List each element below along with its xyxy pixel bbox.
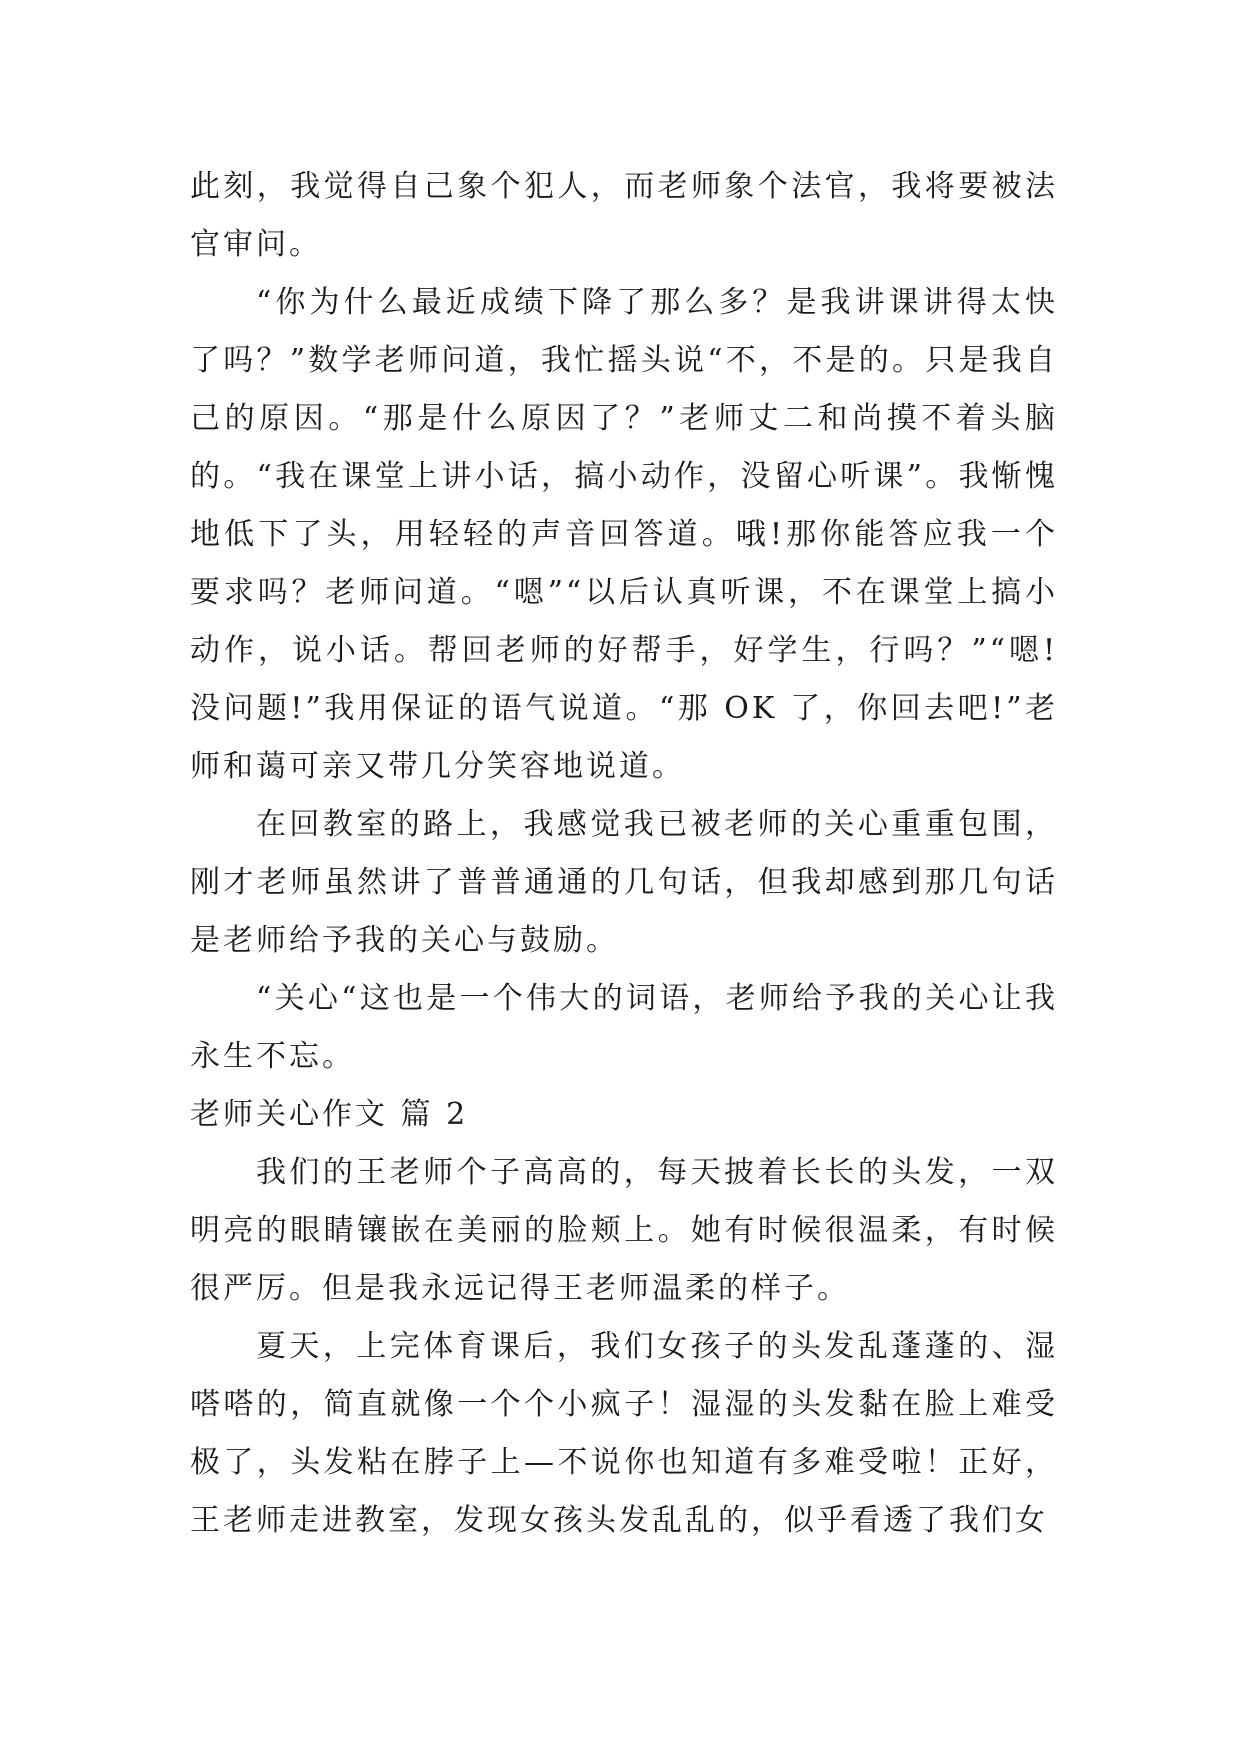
paragraph-5: 我们的王老师个子高高的，每天披着长长的头发，一双明亮的眼睛镶嵌在美丽的脸颊上。她有时候很温柔，有时候很严厉。但是我永远记得王老师温柔的样子。	[190, 1155, 1058, 1306]
paragraph-1: 此刻，我觉得自己象个犯人，而老师象个法官，我将要被法官审问。	[190, 169, 1058, 262]
paragraph-2: “你为什么最近成绩下降了那么多？是我讲课讲得太快了吗？”数学老师问道，我忙摇头说“不，不是的。只是我自己的原因。“那是什么原因了？”老师丈二和尚摸不着头脑的。“我在课堂上讲小话，搞小动作，没留心听课”。我惭愧地低下了头，用轻轻的声音回答道。哦!那你能答应我一个要求吗？老师问道。“嗯”“以后认真听课，不在课堂上搞小动作，说小话。帮回老师的好帮手，好学生，行吗？”“嗯!没问题!”我用保证的语气说道。“那 OK 了，你回去吧!”老师和蔼可亲又带几分笑容地说道。	[190, 285, 1058, 784]
paragraph-6: 夏天，上完体育课后，我们女孩子的头发乱蓬蓬的、湿嗒嗒的，简直就像一个个小疯子！湿湿的头发黏在脸上难受极了，头发粘在脖子上—不说你也知道有多难受啦！正好，王老师走进教室，发现女孩头发乱乱的，似乎看透了我们女	[190, 1329, 1058, 1538]
document-body	[190, 158, 1058, 1550]
section-heading: 老师关心作文 篇 2	[190, 1097, 469, 1132]
paragraph-3: 在回教室的路上，我感觉我已被老师的关心重重包围，刚才老师虽然讲了普普通通的几句话，但我却感到那几句话是老师给予我的关心与鼓励。	[190, 807, 1058, 958]
paragraph-4: “关心“这也是一个伟大的词语，老师给予我的关心让我永生不忘。	[190, 981, 1058, 1074]
